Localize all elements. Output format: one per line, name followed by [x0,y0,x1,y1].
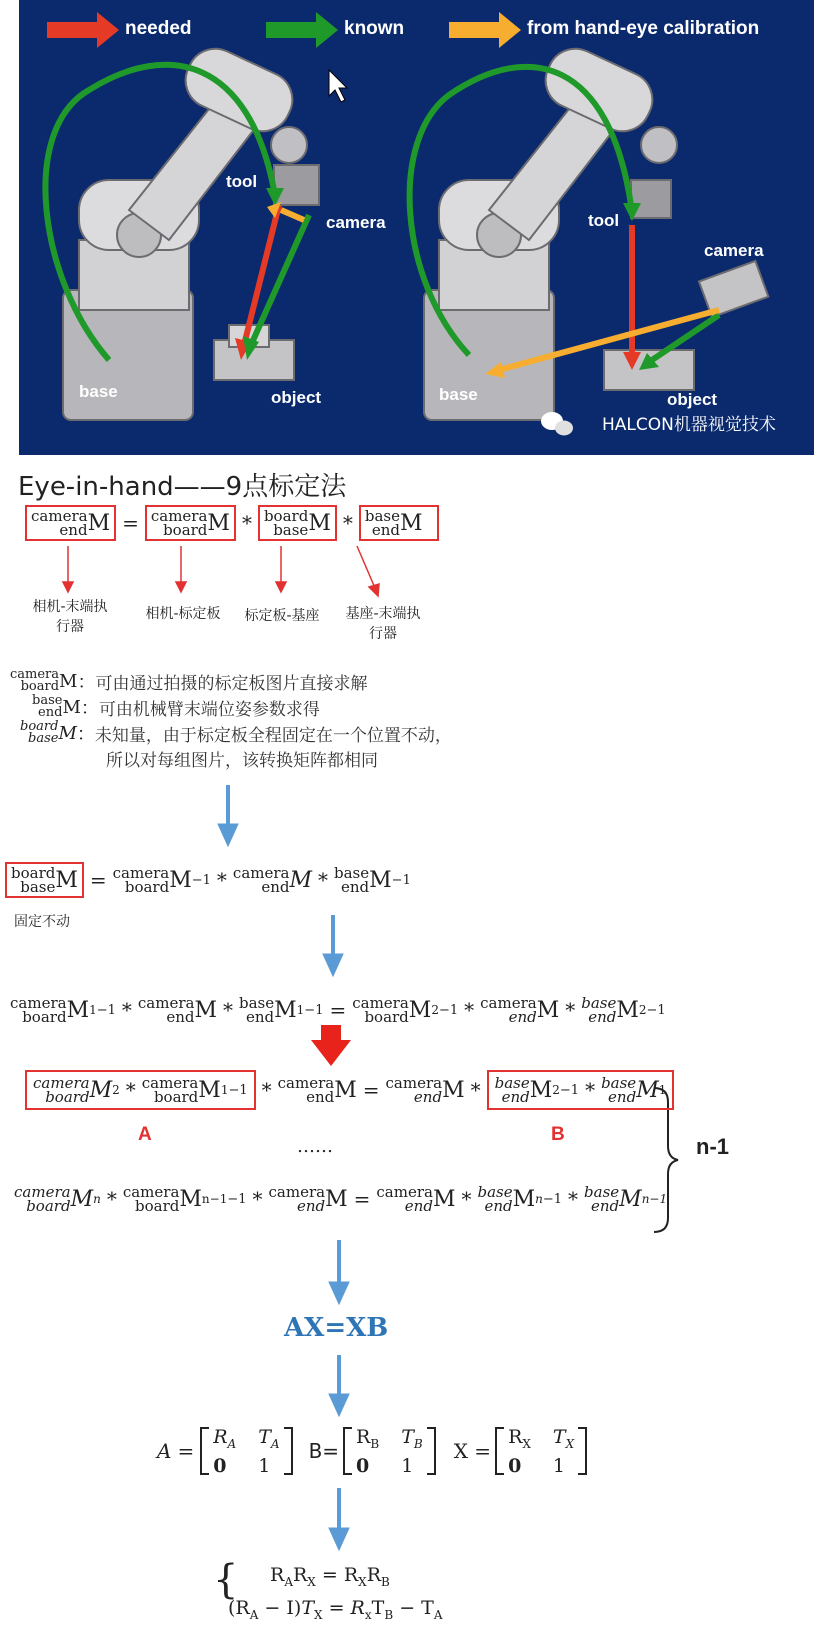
note-base-end: base end M ： 可由机械臂末端位姿参数求得 [32,693,320,720]
legend-calib: from hand-eye calibration [527,18,760,39]
matrix-A: $R_A$ $T_A$ 0 1 [200,1426,292,1477]
ellipsis: …… [297,1136,333,1157]
axxb-title: AX=XB [284,1313,389,1343]
red-down-arrow-icon [321,1025,341,1040]
matrix-definitions: A = $R_A$ $T_A$ 0 1 B= $R_B$ $T_B$ 0 1 X = $R_X$ $T_X$ 0 1 [157,1426,587,1477]
term-board-base: board base M [258,505,337,541]
fixed-label: 固定不动 [14,914,70,930]
right-camera-label: camera [704,241,764,260]
system-line-1: $R_AR_X = R_XR_B$ [270,1564,390,1589]
left-object-label: object [271,388,322,407]
caption-camera-end: 相机-末端执 行器 [32,599,108,635]
equation-n-poses: camera board M n * camera board M n−1 −1 * camera end M = camera end M * base end M n −1 * base end M n−1 [14,1183,668,1215]
right-tool-label: tool [588,211,620,230]
equation-ax-xb-form: camera board M 2 * camera board M 1 −1 * camera end M = camera end M * base end M 2 −1 * base end M 1 [25,1070,674,1110]
note-continued: 所以对每组图片，该转换矩阵都相同 [106,751,378,771]
matrix-X: $R_X$ $T_X$ 0 1 [495,1426,587,1477]
section-title: Eye-in-hand——9点标定法 [18,472,347,502]
legend-known: known [344,18,405,39]
watermark: HALCON机器视觉技术 [602,415,776,435]
note-board-base: board base M ： 未知量，由于标定板全程固定在一个位置不动， [20,719,452,746]
equation-board-base: board base M = camera board M −1 * camera end M * base end M −1 [5,862,411,898]
matrix-B: $R_B$ $T_B$ 0 1 [343,1426,436,1477]
term-base-end: base end M [359,505,439,541]
caption-board-base: 标定板-基座 [244,608,320,624]
label-A: A [138,1124,152,1145]
term-B: base end M 2 −1 * base end M 1 [487,1070,675,1110]
system-line-2: $(R_A - I)T_X = R_xT_B - T_A$ [228,1597,443,1622]
brace-label: n-1 [696,1134,729,1159]
note-camera-board: camera board M ： 可由通过拍摄的标定板图片直接求解 [10,667,368,694]
label-B: B [551,1124,565,1145]
legend-needed: needed [125,18,192,39]
caption-base-end: 基座-末端执 行器 [345,606,421,642]
right-base-label: base [439,385,478,404]
left-tool-label: tool [226,172,258,191]
term-board-base-fixed: board base M [5,862,84,898]
term-camera-end: camera end M [25,505,116,541]
left-base-label: base [79,382,118,401]
system-brace-icon: { [213,1557,239,1603]
left-camera-label: camera [326,213,386,232]
term-camera-board: camera board M [145,505,236,541]
equation-main: camera end M = camera board M * board base M * base end M [25,505,439,541]
caption-camera-board: 相机-标定板 [145,606,221,622]
term-A: camera board M 2 * camera board M 1 −1 [25,1070,256,1110]
equation-two-poses: camera board M 1 −1 * camera end M * base end M 1 −1 = camera board M 2 −1 * camera end M * base end M 2 −1 [10,994,666,1026]
right-object-label: object [667,390,718,409]
